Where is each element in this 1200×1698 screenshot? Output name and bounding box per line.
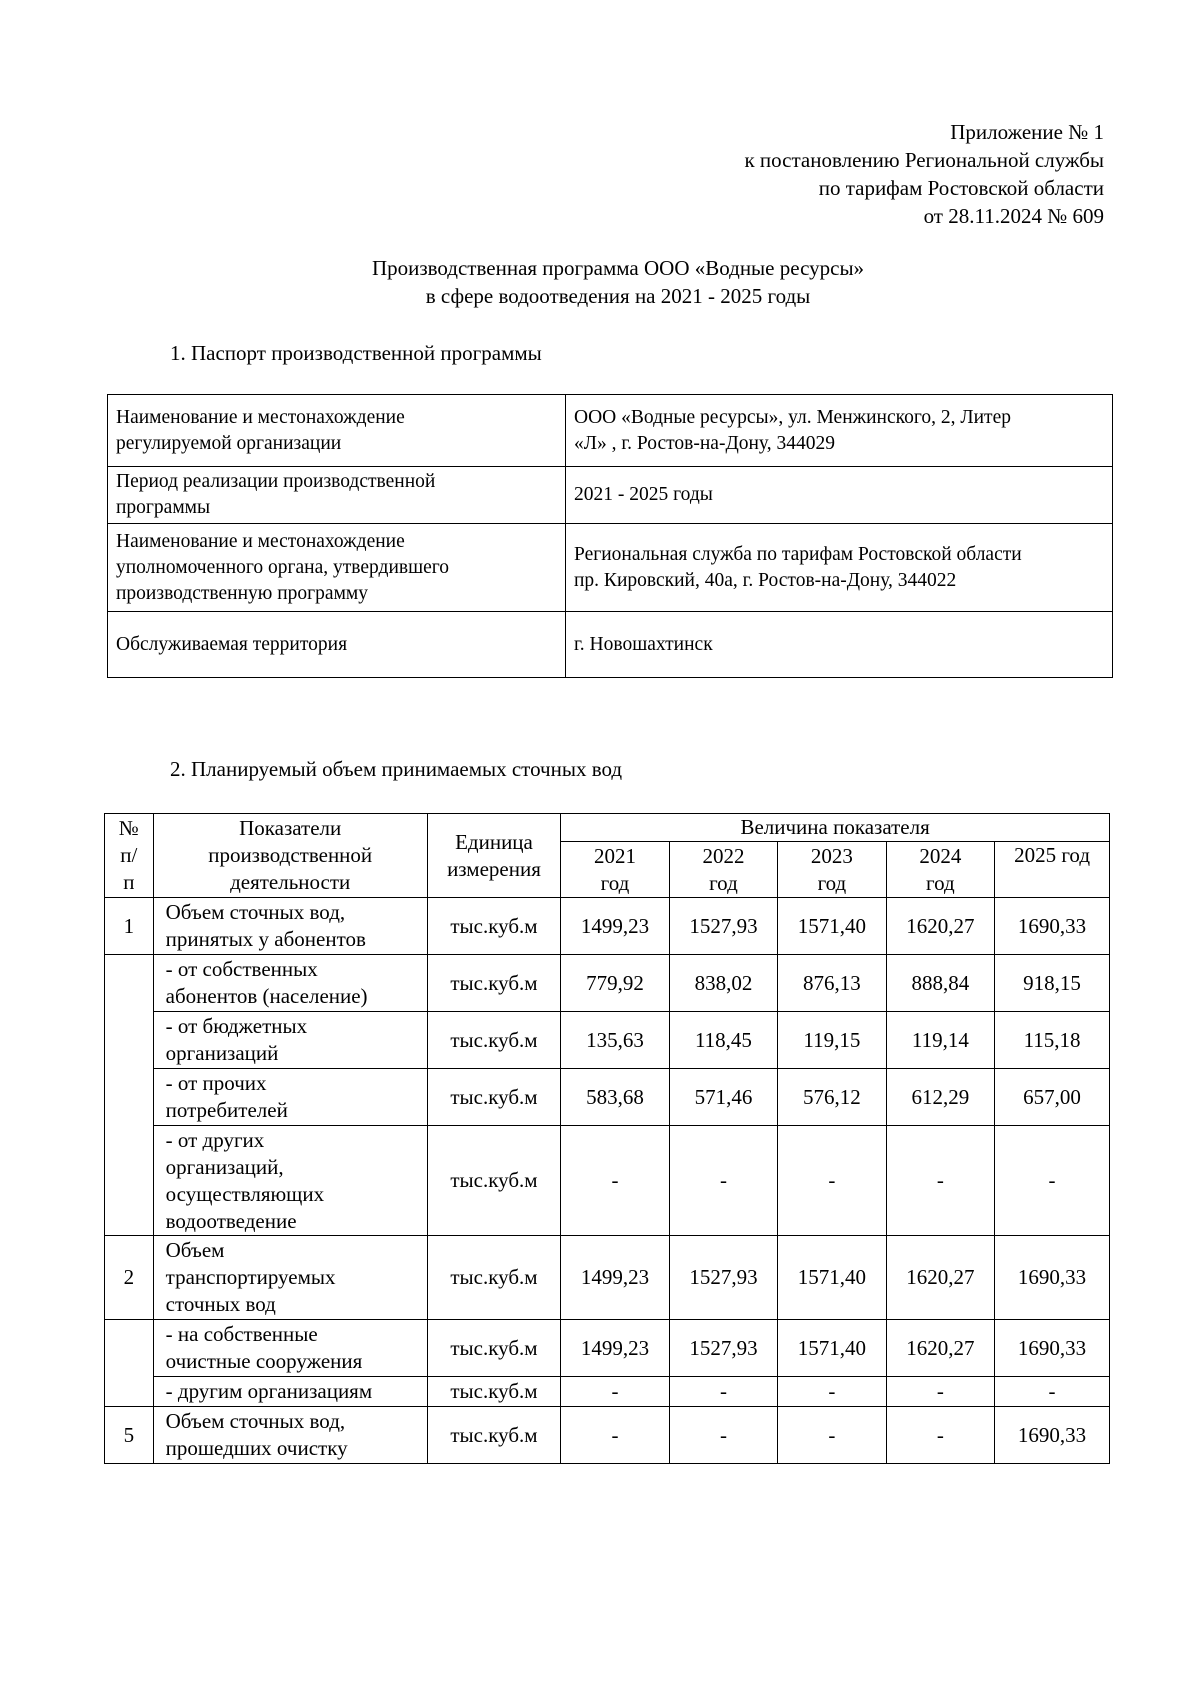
row-value: 583,68 bbox=[561, 1069, 669, 1126]
header-year-line: 2025 год bbox=[1014, 843, 1091, 867]
row-indicator bbox=[153, 898, 427, 955]
table-row bbox=[105, 1236, 1110, 1320]
section-2-heading: 2. Планируемый объем принимаемых сточных вод bbox=[170, 757, 623, 781]
row-unit: тыс.куб.м bbox=[427, 1407, 561, 1464]
header-line: № bbox=[118, 816, 139, 840]
row-indicator-line: транспортируемых bbox=[165, 1265, 336, 1289]
header-row bbox=[105, 814, 1110, 842]
row-value: 1527,93 bbox=[669, 1320, 777, 1377]
row-value: - bbox=[669, 1377, 777, 1407]
header-year-line: год bbox=[600, 870, 630, 895]
row-indicator-line: Объем bbox=[165, 1238, 225, 1262]
row-unit: тыс.куб.м bbox=[427, 1126, 561, 1236]
wastewater-volume-table bbox=[104, 813, 1110, 1464]
passport-table bbox=[107, 394, 1113, 678]
row-value: 876,13 bbox=[778, 955, 886, 1012]
row-indicator-line: прошедших очистку bbox=[165, 1436, 348, 1460]
row-value: 1571,40 bbox=[778, 1320, 886, 1377]
passport-value-line: «Л» , г. Ростов-на-Дону, 344029 bbox=[574, 432, 835, 454]
row-indicator-line: потребителей bbox=[165, 1098, 288, 1122]
passport-value-cell bbox=[566, 395, 1113, 467]
row-value: 1499,23 bbox=[561, 1236, 669, 1320]
row-value: - bbox=[995, 1377, 1110, 1407]
header-line: измерения bbox=[447, 856, 541, 881]
row-value: - bbox=[886, 1407, 994, 1464]
row-value: 1620,27 bbox=[886, 1320, 994, 1377]
row-value: 888,84 bbox=[886, 955, 994, 1012]
passport-key-line: производственную программу bbox=[116, 582, 369, 604]
row-unit: тыс.куб.м bbox=[427, 1012, 561, 1069]
row-indicator-line: организаций, bbox=[165, 1154, 284, 1179]
row-number bbox=[105, 1320, 154, 1407]
header-year bbox=[995, 842, 1110, 898]
row-value: 1690,33 bbox=[995, 1407, 1110, 1464]
table-row bbox=[105, 1012, 1110, 1069]
row-value: - bbox=[886, 1126, 994, 1236]
passport-value-line: г. Новошахтинск bbox=[574, 633, 713, 655]
row-value: 1571,40 bbox=[778, 898, 886, 955]
passport-value-line: Региональная служба по тарифам Ростовской области bbox=[574, 543, 1022, 565]
row-value: 1620,27 bbox=[886, 898, 994, 955]
row-indicator-line: сточных вод bbox=[165, 1292, 276, 1316]
header-year-line: 2022 bbox=[702, 843, 745, 868]
passport-key-cell bbox=[108, 395, 566, 467]
row-indicator bbox=[153, 1126, 427, 1236]
row-value: 1690,33 bbox=[995, 1236, 1110, 1320]
header-line: Единица bbox=[455, 829, 533, 854]
row-indicator bbox=[153, 1236, 427, 1320]
row-value: 1527,93 bbox=[669, 898, 777, 955]
header-year-line: год bbox=[926, 870, 955, 895]
row-value: - bbox=[669, 1407, 777, 1464]
row-indicator-line: водоотведение bbox=[165, 1208, 297, 1233]
table-row bbox=[105, 1377, 1110, 1407]
appendix-line: к постановлению Региональной службы bbox=[744, 148, 1104, 172]
row-indicator-line: - от бюджетных bbox=[165, 1014, 308, 1038]
row-indicator-line: абонентов (население) bbox=[165, 984, 368, 1008]
row-unit: тыс.куб.м bbox=[427, 1236, 561, 1320]
row-number: 1 bbox=[105, 898, 154, 955]
row-indicator bbox=[153, 1407, 427, 1464]
passport-key-line: Обслуживаемая территория bbox=[116, 633, 348, 655]
row-indicator-line: - другим организациям bbox=[165, 1379, 373, 1403]
table-row bbox=[105, 1407, 1110, 1464]
passport-key-line: регулируемой организации bbox=[116, 432, 342, 454]
document-title-line: в сфере водоотведения на 2021 - 2025 годы bbox=[425, 284, 811, 308]
row-indicator bbox=[153, 955, 427, 1012]
passport-value-cell bbox=[566, 612, 1113, 678]
header-year bbox=[886, 842, 994, 898]
header-line: производственной bbox=[208, 843, 373, 867]
row-unit: тыс.куб.м bbox=[427, 955, 561, 1012]
table-row bbox=[105, 955, 1110, 1012]
row-value: 838,02 bbox=[669, 955, 777, 1012]
passport-key-line: Период реализации производственной bbox=[116, 471, 436, 492]
row-value: - bbox=[778, 1126, 886, 1236]
passport-key-cell bbox=[108, 612, 566, 678]
row-number: 5 bbox=[105, 1407, 154, 1464]
row-value: 779,92 bbox=[561, 955, 669, 1012]
row-value: - bbox=[778, 1407, 886, 1464]
section-1-heading: 1. Паспорт производственной программы bbox=[170, 341, 542, 365]
row-indicator-line: принятых у абонентов bbox=[165, 927, 366, 951]
passport-key-cell bbox=[108, 524, 566, 612]
row-value: 1690,33 bbox=[995, 1320, 1110, 1377]
table-row bbox=[105, 1069, 1110, 1126]
row-unit: тыс.куб.м bbox=[427, 1320, 561, 1377]
header-year bbox=[778, 842, 886, 898]
row-indicator-line: осуществляющих bbox=[165, 1181, 325, 1206]
passport-row bbox=[108, 612, 1113, 678]
table-row bbox=[105, 898, 1110, 955]
passport-key-line: программы bbox=[116, 497, 211, 518]
row-indicator-line: организаций bbox=[165, 1041, 279, 1065]
header-indicator bbox=[153, 814, 427, 898]
header-year bbox=[669, 842, 777, 898]
header-year-line: год bbox=[709, 870, 738, 895]
row-value: - bbox=[561, 1126, 669, 1236]
passport-value-cell bbox=[566, 524, 1113, 612]
row-indicator-line: - от других bbox=[165, 1127, 265, 1152]
passport-value-line: 2021 - 2025 годы bbox=[574, 484, 713, 505]
passport-row bbox=[108, 395, 1113, 467]
header-year-line: год bbox=[817, 870, 847, 895]
row-value: 1571,40 bbox=[778, 1236, 886, 1320]
passport-key-cell bbox=[108, 467, 566, 524]
appendix-line: по тарифам Ростовской области bbox=[818, 176, 1104, 200]
row-value: - bbox=[561, 1377, 669, 1407]
header-number bbox=[105, 814, 154, 898]
appendix-line: от 28.11.2024 № 609 bbox=[923, 204, 1104, 228]
row-value: 1499,23 bbox=[561, 898, 669, 955]
table-row bbox=[105, 1126, 1110, 1236]
row-value: 1690,33 bbox=[995, 898, 1110, 955]
row-value: 118,45 bbox=[669, 1012, 777, 1069]
row-value: - bbox=[669, 1126, 777, 1236]
row-value: 115,18 bbox=[995, 1012, 1110, 1069]
document-title-line: Производственная программа ООО «Водные ресурсы» bbox=[371, 256, 865, 280]
document-title bbox=[0, 254, 1200, 310]
header-year-line: 2024 bbox=[919, 843, 962, 868]
passport-key-line: Наименование и местонахождение bbox=[116, 530, 405, 552]
header-year-line: 2023 bbox=[810, 843, 853, 868]
row-value: 571,46 bbox=[669, 1069, 777, 1126]
row-unit: тыс.куб.м bbox=[427, 1377, 561, 1407]
header-line: Показатели bbox=[239, 816, 342, 840]
header-year bbox=[561, 842, 669, 898]
row-indicator-line: очистные сооружения bbox=[165, 1349, 363, 1373]
row-value: - bbox=[561, 1407, 669, 1464]
row-value: 135,63 bbox=[561, 1012, 669, 1069]
row-indicator bbox=[153, 1377, 427, 1407]
row-value: 1499,23 bbox=[561, 1320, 669, 1377]
row-value: - bbox=[886, 1377, 994, 1407]
row-value: 612,29 bbox=[886, 1069, 994, 1126]
row-value: 1527,93 bbox=[669, 1236, 777, 1320]
row-indicator-line: - на собственные bbox=[165, 1322, 318, 1346]
row-unit: тыс.куб.м bbox=[427, 898, 561, 955]
row-indicator bbox=[153, 1012, 427, 1069]
row-indicator-line: - от прочих bbox=[165, 1071, 267, 1095]
row-value: - bbox=[995, 1126, 1110, 1236]
passport-key-line: Наименование и местонахождение bbox=[116, 406, 405, 428]
header-line: п bbox=[123, 870, 135, 894]
appendix-block bbox=[544, 118, 1104, 230]
row-value: 576,12 bbox=[778, 1069, 886, 1126]
passport-row bbox=[108, 467, 1113, 524]
row-value: - bbox=[778, 1377, 886, 1407]
row-unit: тыс.куб.м bbox=[427, 1069, 561, 1126]
row-value: 119,14 bbox=[886, 1012, 994, 1069]
row-value: 657,00 bbox=[995, 1069, 1110, 1126]
header-line: деятельности bbox=[230, 870, 351, 894]
passport-value-line: пр. Кировский, 40а, г. Ростов-на-Дону, 344022 bbox=[574, 569, 957, 591]
header-unit bbox=[427, 814, 561, 898]
appendix-line: Приложение № 1 bbox=[950, 120, 1104, 144]
header-line: п/ bbox=[120, 843, 138, 867]
row-indicator-line: Объем сточных вод, bbox=[165, 1409, 346, 1433]
table-row bbox=[105, 1320, 1110, 1377]
passport-row bbox=[108, 524, 1113, 612]
header-value-group: Величина показателя bbox=[561, 814, 1110, 842]
row-number: 2 bbox=[105, 1236, 154, 1320]
row-value: 918,15 bbox=[995, 955, 1110, 1012]
passport-value-line: ООО «Водные ресурсы», ул. Менжинского, 2, Литер bbox=[574, 406, 1011, 428]
row-indicator bbox=[153, 1069, 427, 1126]
row-indicator bbox=[153, 1320, 427, 1377]
row-number bbox=[105, 955, 154, 1236]
passport-key-line: уполномоченного органа, утвердившего bbox=[116, 556, 450, 578]
header-year-line: 2021 bbox=[593, 843, 636, 868]
row-indicator-line: Объем сточных вод, bbox=[165, 900, 346, 924]
passport-value-cell bbox=[566, 467, 1113, 524]
row-value: 119,15 bbox=[778, 1012, 886, 1069]
row-indicator-line: - от собственных bbox=[165, 957, 318, 981]
row-value: 1620,27 bbox=[886, 1236, 994, 1320]
